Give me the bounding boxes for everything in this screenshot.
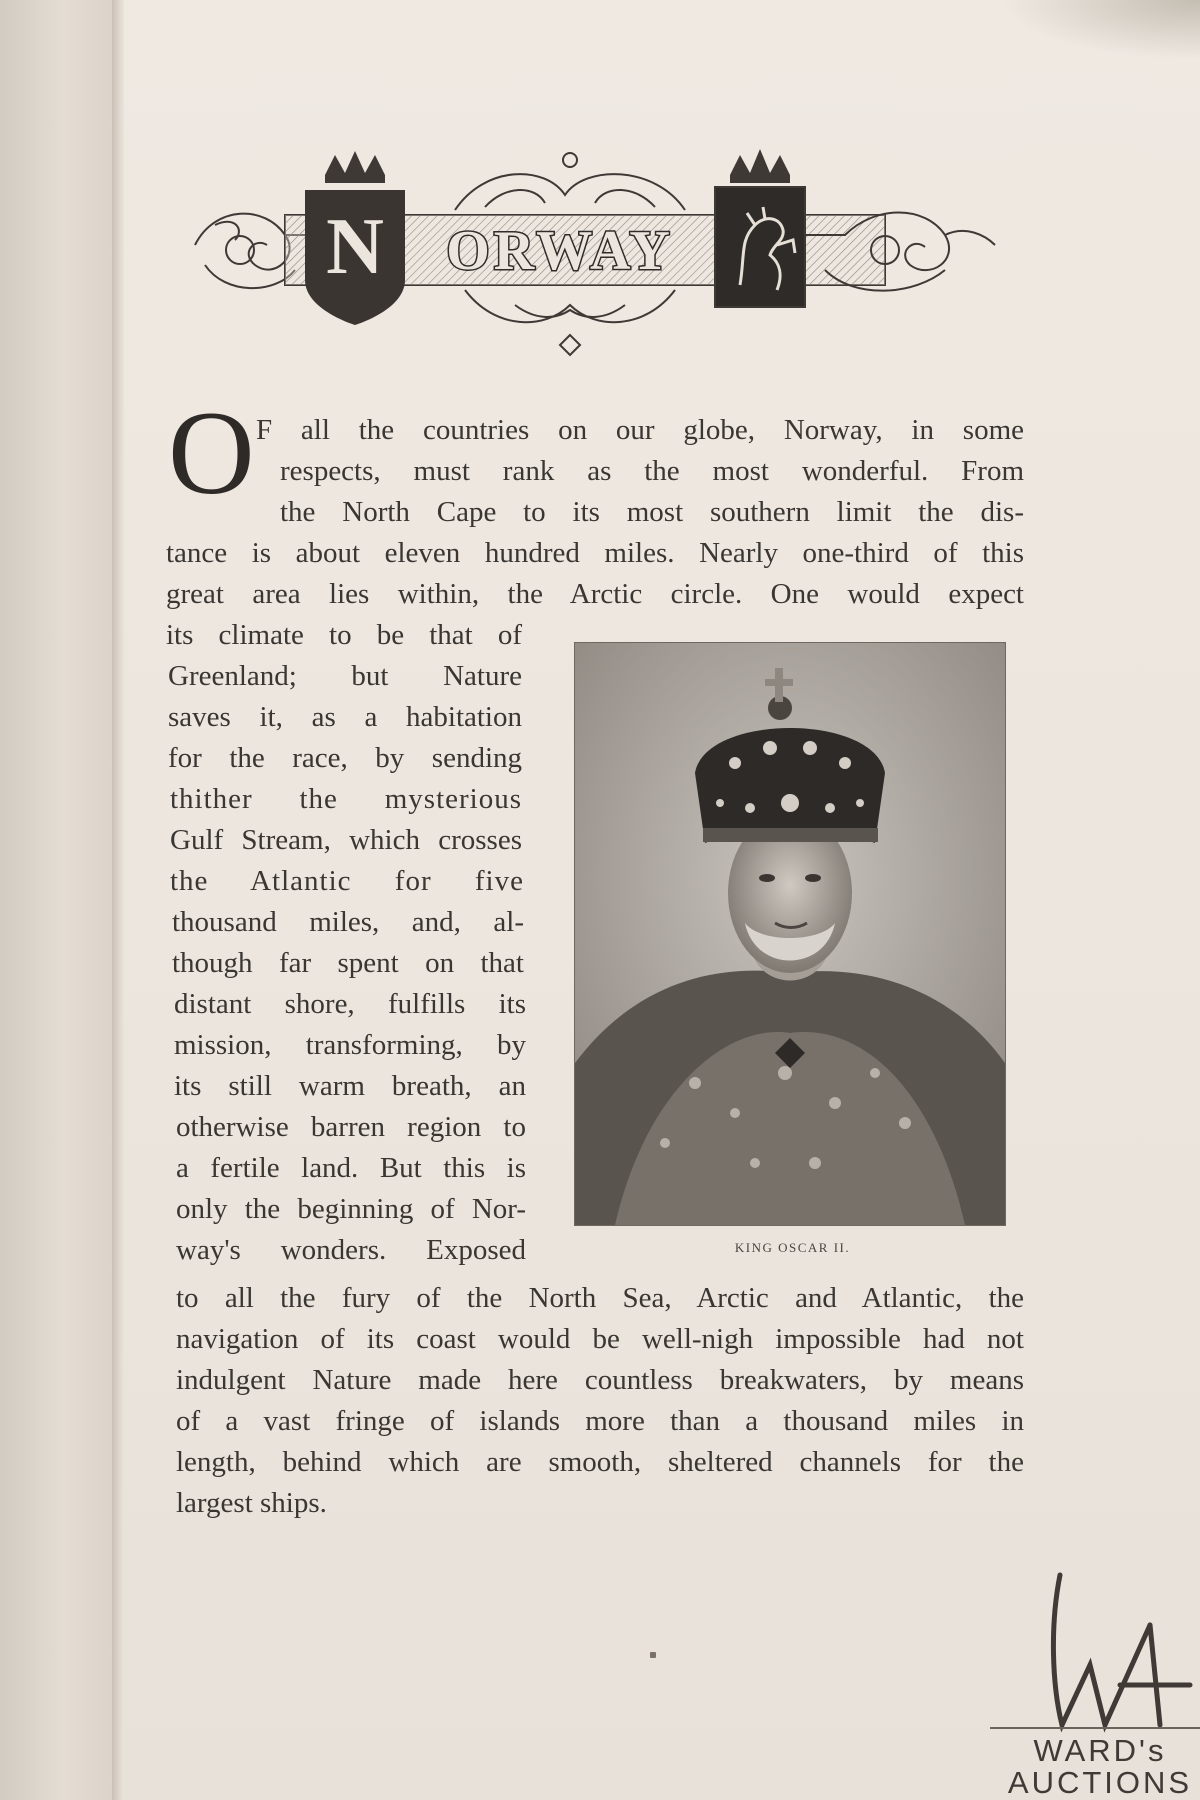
bottom-filigree-ornament — [465, 290, 675, 355]
page-speck — [650, 1652, 656, 1658]
left-crown-icon — [325, 151, 385, 183]
photo-caption: KING OSCAR II. — [734, 1240, 851, 1255]
drop-cap: O — [168, 386, 255, 519]
text-line: respects, must rank as the most wonderful. From — [280, 455, 1024, 487]
text-line: navigation of its coast would be well-nigh impossible had not — [176, 1323, 1024, 1355]
coat-of-arms-shield — [715, 187, 805, 307]
text-line: its still warm breath, an — [174, 1070, 526, 1102]
text-line: F all the countries on our globe, Norway, in some — [256, 414, 1024, 446]
top-filigree-ornament — [455, 153, 685, 210]
text-line: the Atlantic for five — [170, 865, 524, 897]
title-rest: ORWAY — [446, 220, 674, 282]
title-initial: N — [326, 203, 384, 291]
logo-rule — [990, 1727, 1200, 1729]
wordmark-line1: WARD's — [1033, 1733, 1167, 1768]
portrait-illustration — [575, 643, 1005, 1225]
text-line: tance is about eleven hundred miles. Nearly one-third of this — [166, 537, 1024, 569]
ornamental-banner — [185, 145, 1005, 375]
text-line: thousand miles, and, al- — [172, 906, 524, 938]
norway-header-banner — [185, 145, 1005, 375]
text-line: the North Cape to its most southern limit the dis- — [280, 496, 1024, 528]
text-line: Greenland; but Nature — [168, 660, 522, 692]
king-portrait-photo — [574, 642, 1006, 1226]
text-line: its climate to be that of — [166, 619, 522, 651]
wordmark-line2: AUCTIONS — [1007, 1765, 1193, 1800]
text-line: to all the fury of the North Sea, Arctic and Atlantic, the — [176, 1282, 1024, 1314]
text-line: of a vast fringe of islands more than a thousand miles in — [176, 1405, 1024, 1437]
text-line: indulgent Nature made here countless breakwaters, by means — [176, 1364, 1024, 1396]
text-line: though far spent on that — [172, 947, 524, 979]
text-line: for the race, by sending — [168, 742, 522, 774]
text-line: distant shore, fulfills its — [174, 988, 526, 1020]
right-crown-icon — [730, 149, 790, 183]
text-line: great area lies within, the Arctic circle. One would expect — [166, 578, 1024, 610]
text-line: length, behind which are smooth, sheltered channels for the — [176, 1446, 1024, 1478]
text-line: otherwise barren region to — [176, 1111, 526, 1143]
text-line: largest ships. — [176, 1487, 327, 1519]
text-line: a fertile land. But this is — [176, 1152, 526, 1184]
page-corner-shadow — [1000, 0, 1200, 60]
text-line: thither the mysterious — [170, 783, 522, 815]
text-line: way's wonders. Exposed — [176, 1234, 526, 1266]
text-line: saves it, as a habitation — [168, 701, 522, 733]
text-line: mission, transforming, by — [174, 1029, 526, 1061]
wards-auctions-wordmark — [1000, 1735, 1200, 1799]
text-line: only the beginning of Nor- — [176, 1193, 526, 1225]
left-page-edge — [0, 0, 118, 1800]
text-line: Gulf Stream, which crosses — [170, 824, 522, 856]
